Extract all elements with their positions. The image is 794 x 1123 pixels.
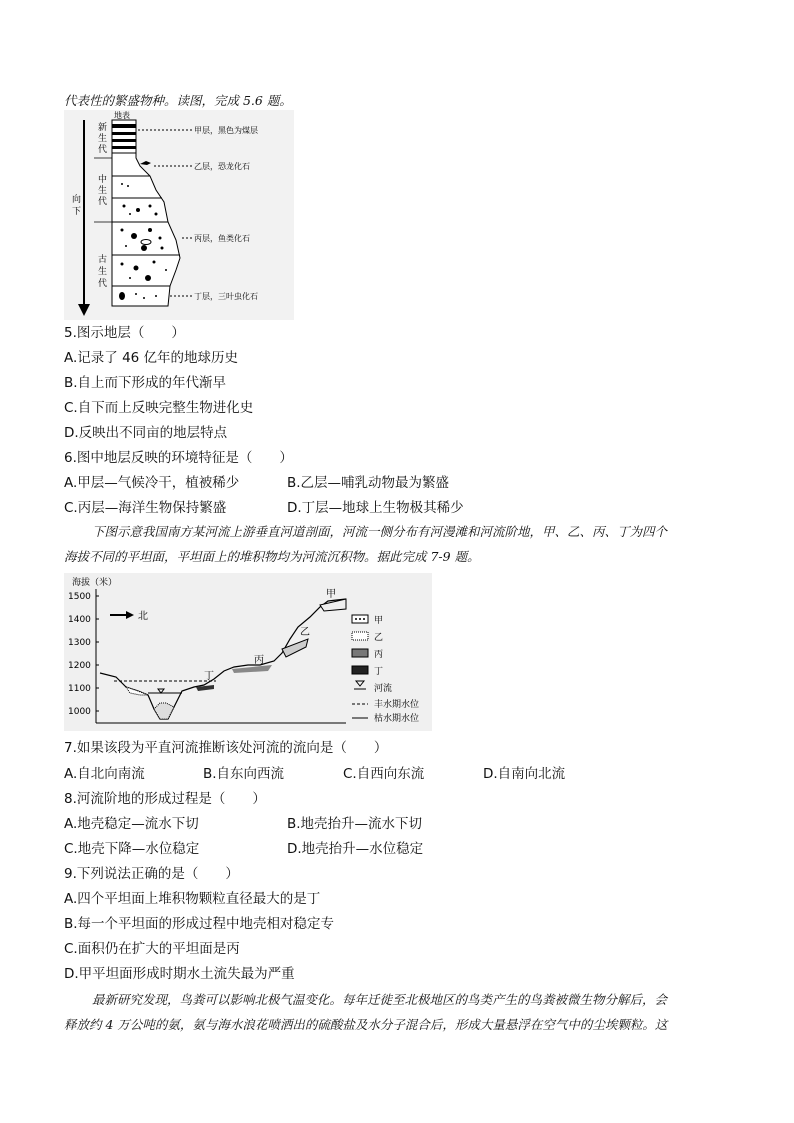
y-tick-1500: 1500 (68, 592, 91, 602)
q8-option-c: C.地壳下降—水位稳定 (64, 841, 200, 857)
q6-option-c: C.丙层—海洋生物保持繁盛 (64, 500, 227, 516)
passage2-line1: 下图示意我国南方某河流上游垂直河道剖面，河流一侧分布有河漫滩和河流阶地，甲、乙、丙、丁为四个 (92, 524, 668, 539)
label-ding: 丁 (204, 671, 214, 682)
q8-stem: 8.河流阶地的形成过程是（ ） (64, 791, 266, 807)
y-tick-1000: 1000 (68, 707, 91, 717)
direction-label-2: 下 (72, 207, 82, 217)
direction-label-1: 向 (72, 195, 82, 205)
label-bing: 丙 (254, 655, 264, 666)
q6-option-a: A.甲层—气候冷干，植被稀少 (64, 475, 240, 491)
passage2-line2: 海拔不同的平坦面，平坦面上的堆积物均为河流沉积物。据此完成 7-9 题。 (64, 549, 480, 564)
q6-option-d: D.丁层—地球上生物极其稀少 (287, 500, 464, 516)
q9-option-c: C.面积仍在扩大的平坦面是丙 (64, 941, 240, 957)
y-tick-1200: 1200 (68, 661, 91, 671)
q8-option-b: B.地壳抬升—流水下切 (287, 816, 423, 832)
y-tick-1100: 1100 (68, 684, 91, 694)
era-cenozoic-2: 生 (98, 134, 108, 144)
q6-option-b: B.乙层—哺乳动物最为繁盛 (287, 475, 450, 491)
legend-yi: 乙 (374, 633, 384, 643)
era-paleozoic-3: 代 (98, 279, 108, 289)
legend-jia: 甲 (374, 616, 384, 626)
q9-option-a: A.四个平坦面上堆积物颗粒直径最大的是丁 (64, 891, 321, 907)
y-axis-label: 海拔（米） (72, 578, 118, 588)
era-mesozoic-2: 生 (98, 186, 108, 196)
surface-label: 地表 (114, 111, 130, 120)
legend-flood-level: 丰水期水位 (374, 700, 420, 710)
y-tick-1400: 1400 (68, 615, 91, 625)
layer-ding-label: 丁层，三叶虫化石 (194, 292, 258, 301)
q5-option-b: B.自上而下形成的年代渐早 (64, 375, 227, 391)
era-mesozoic-3: 代 (98, 197, 108, 207)
passage3-line2: 释放约 4 万公吨的氨，氨与海水浪花喷洒出的硫酸盐及水分子混合后，形成大量悬浮在空气中的尘埃颗粒。这 (64, 1017, 668, 1032)
layer-jia-label: 甲层，黑色为煤层 (194, 126, 258, 135)
north-arrow-label: 北 (138, 611, 148, 622)
q5-option-a: A.记录了 46 亿年的地球历史 (64, 350, 239, 366)
river-profile-figure (64, 573, 432, 731)
era-paleozoic-2: 生 (98, 267, 108, 277)
q7-option-c: C.自西向东流 (343, 766, 425, 782)
era-mesozoic-1: 中 (98, 175, 108, 185)
q5-option-c: C.自下而上反映完整生物进化史 (64, 400, 254, 416)
q9-stem: 9.下列说法正确的是（ ） (64, 866, 239, 882)
q8-option-a: A.地壳稳定—流水下切 (64, 816, 199, 832)
y-tick-1300: 1300 (68, 638, 91, 648)
era-paleozoic-1: 古 (98, 255, 108, 265)
q5-option-d: D.反映出不同亩的地层特点 (64, 425, 228, 441)
q6-stem: 6.图中地层反映的环境特征是（ ） (64, 450, 293, 466)
q7-option-b: B.自东向西流 (203, 766, 285, 782)
q5-stem: 5.图示地层（ ） (64, 325, 185, 341)
legend-river: 河流 (374, 684, 393, 694)
label-yi: 乙 (300, 627, 310, 638)
legend-dry-level: 枯水期水位 (374, 714, 420, 724)
layer-yi-label: 乙层，恐龙化石 (194, 162, 250, 171)
q7-option-d: D.自南向北流 (483, 766, 566, 782)
strata-figure (64, 110, 294, 320)
q9-option-d: D.甲平坦面形成时期水土流失最为严重 (64, 966, 295, 982)
q9-option-b: B.每一个平坦面的形成过程中地壳相对稳定专 (64, 916, 335, 932)
layer-bing-label: 丙层，鱼类化石 (194, 234, 250, 243)
q7-stem: 7.如果该段为平直河流推断该处河流的流向是（ ） (64, 740, 388, 756)
era-cenozoic-3: 代 (98, 145, 108, 155)
passage3-line1: 最新研究发现，鸟粪可以影响北极气温变化。每年迁徙至北极地区的鸟类产生的鸟粪被微生物分解后，会 (92, 992, 668, 1007)
label-jia: 甲 (326, 589, 336, 600)
legend-ding: 丁 (374, 667, 384, 677)
legend-bing: 丙 (374, 650, 384, 660)
intro-line: 代表性的繁盛物种。读图，完成 5.6 题。 (64, 93, 292, 108)
q8-option-d: D.地壳抬升—水位稳定 (287, 841, 424, 857)
era-cenozoic-1: 新 (98, 123, 108, 133)
q7-option-a: A.自北向南流 (64, 766, 145, 782)
